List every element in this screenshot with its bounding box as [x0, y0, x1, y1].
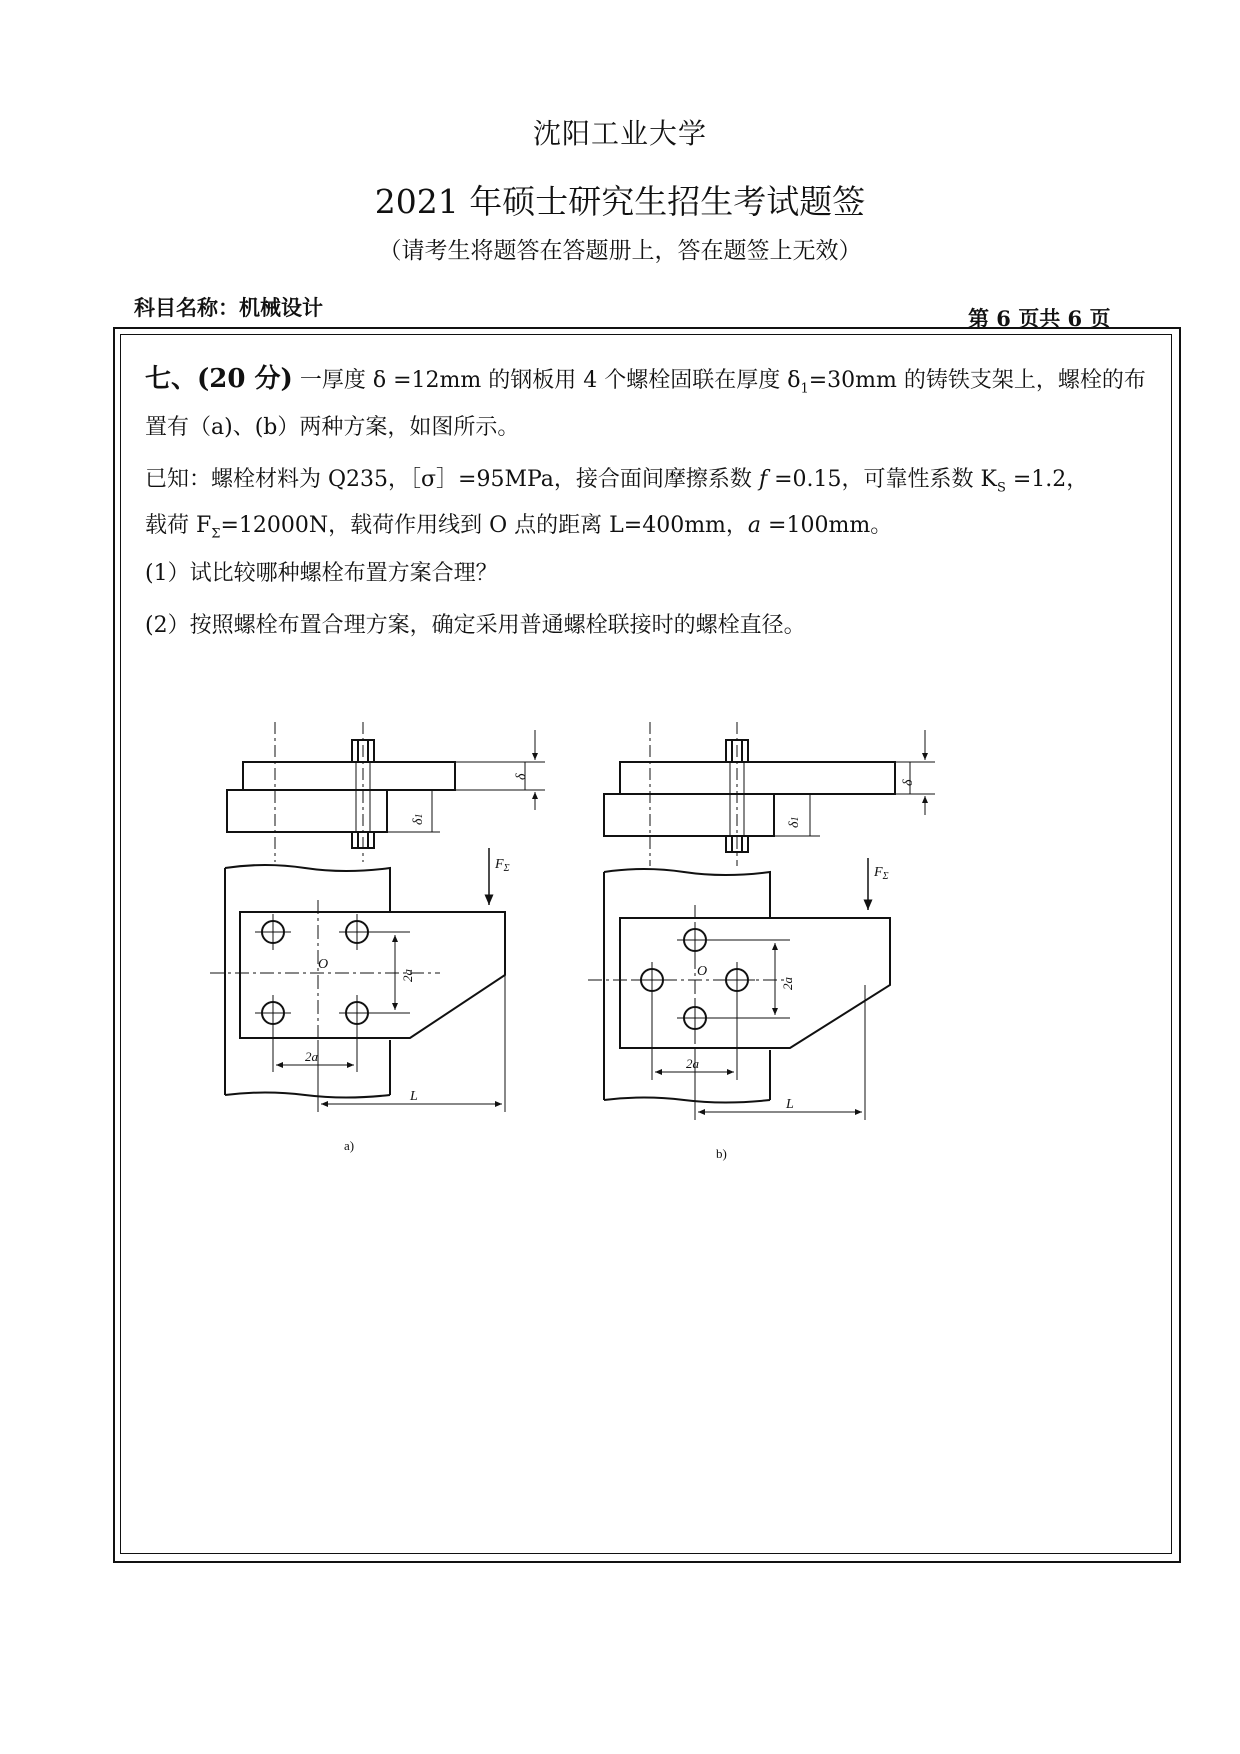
- force-label-a: F: [495, 857, 504, 872]
- question-text: 载荷 F: [145, 513, 212, 538]
- dim-2a-horizontal-b: 2a: [686, 1056, 699, 1071]
- question-text: =12000N，载荷作用线到 O 点的距离 L=400mm，: [220, 513, 748, 538]
- svg-text:FΣ: [494, 857, 510, 874]
- steel-plate-outline: [240, 912, 505, 1038]
- iron-bracket: [604, 794, 774, 836]
- bracket-top-edge: [604, 869, 770, 918]
- svg-text:FΣ: [873, 865, 889, 882]
- page-info: 第 6 页共 6 页: [968, 306, 1111, 331]
- question-text: =100mm。: [768, 513, 893, 538]
- figure-b: [588, 722, 935, 1120]
- friction-symbol: f: [758, 467, 768, 492]
- svg-text:δ1: [787, 816, 802, 828]
- section-view-a: [227, 722, 545, 862]
- steel-plate: [620, 762, 895, 794]
- subscript: 1: [790, 816, 801, 822]
- dim-L-b: L: [786, 1097, 794, 1112]
- question-text: =0.15，可靠性系数 K: [774, 467, 997, 492]
- bolt-b-1: [677, 922, 713, 958]
- bracket-top-edge: [225, 865, 390, 912]
- question-text: 一厚度 δ =12mm 的钢板用 4 个螺栓固联在厚度 δ: [299, 368, 801, 393]
- bolt-b-4: [677, 1000, 713, 1036]
- origin-label-a: O: [318, 957, 329, 972]
- plan-view-b: [588, 858, 890, 1120]
- question-text: =30mm 的铸铁支架上，螺栓的布: [808, 368, 1146, 393]
- dim-2a-vertical-a: 2a: [400, 969, 415, 982]
- delta-label-b: δ: [901, 779, 916, 786]
- exam-note: （请考生将题答在答题册上，答在题签上无效）: [378, 238, 862, 264]
- question-text: 已知：螺栓材料为 Q235，［σ］=95MPa，接合面间摩擦系数: [145, 467, 752, 492]
- question-number: 七、(20 分): [145, 364, 293, 394]
- force-label-b: F: [874, 865, 883, 880]
- bolt-a-3: [255, 995, 291, 1031]
- subscript: 1: [414, 813, 425, 819]
- figure-a-labels: [305, 773, 529, 1153]
- subscript: Σ: [211, 526, 221, 542]
- svg-text:δ1: [411, 813, 426, 825]
- delta1-label-a: δ: [411, 818, 426, 825]
- variable-a: a: [747, 513, 762, 538]
- figure-a: [210, 722, 545, 1112]
- university-name: 沈阳工业大学: [532, 117, 707, 150]
- dim-2a-vertical-b: 2a: [780, 977, 795, 990]
- question-item-2: (2）按照螺栓布置合理方案，确定采用普通螺栓联接时的螺栓直径。: [145, 613, 806, 638]
- exam-title: 2021 年硕士研究生招生考试题签: [374, 182, 866, 221]
- figure-b-caption: b): [716, 1146, 727, 1161]
- section-view-b: [604, 722, 935, 866]
- subscript: 1: [800, 381, 809, 397]
- subject-name: 科目名称：机械设计: [134, 295, 323, 320]
- question-text: =1.2，: [1012, 467, 1089, 492]
- bolt-a-1: [255, 914, 291, 950]
- dim-L-a: L: [410, 1089, 418, 1104]
- question-line-2: 置有（a)、(b）两种方案，如图所示。: [145, 415, 520, 440]
- dim-2a-horizontal-a: 2a: [305, 1049, 318, 1064]
- delta1-label-b: δ: [787, 821, 802, 828]
- origin-label-b: O: [697, 964, 708, 979]
- figure-a-caption: a): [344, 1138, 355, 1153]
- subscript: S: [996, 480, 1006, 496]
- bolt-a-4: [339, 995, 375, 1031]
- bolt-a-2: [339, 914, 375, 950]
- bolt-b-2: [634, 962, 670, 998]
- subscript: Σ: [882, 871, 889, 882]
- steel-plate-outline: [620, 918, 890, 1048]
- delta-label-a: δ: [514, 773, 529, 780]
- bolt-b-3: [719, 962, 755, 998]
- subscript: Σ: [503, 863, 510, 874]
- plan-view-a: [210, 848, 505, 1112]
- question-item-1: (1）试比较哪种螺栓布置方案合理？: [145, 561, 498, 586]
